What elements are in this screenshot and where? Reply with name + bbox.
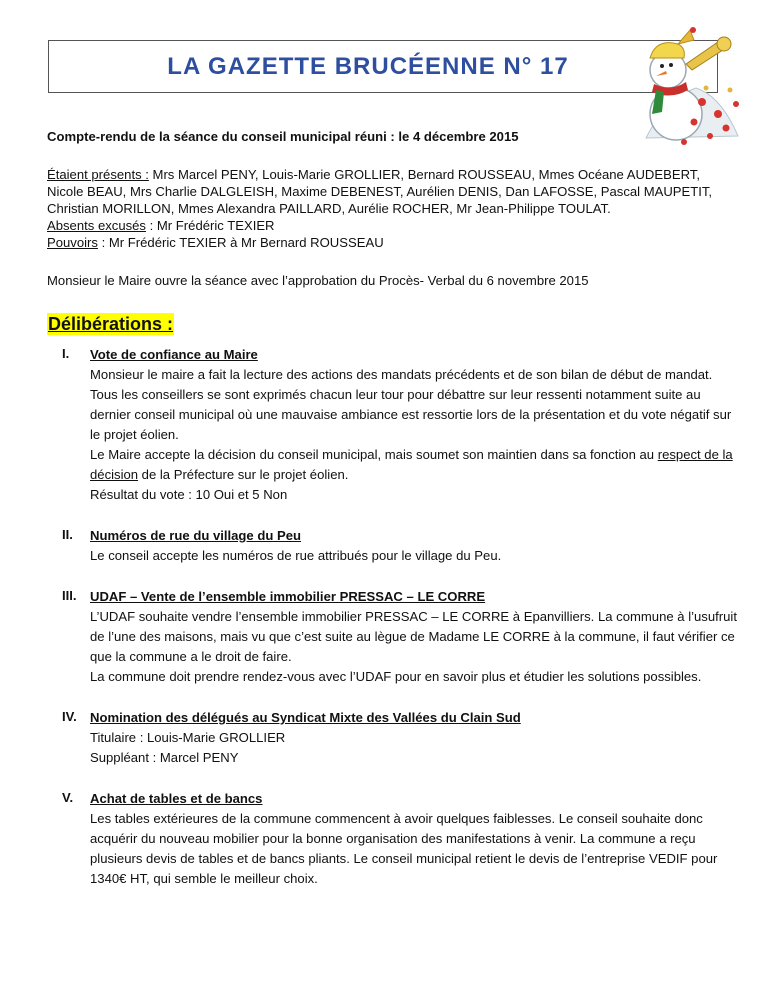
vote-result: Résultat du vote : 10 Oui et 5 Non bbox=[90, 487, 288, 502]
suppleant-line: Suppléant : Marcel PENY bbox=[90, 750, 239, 765]
pouvoir-label: Pouvoirs bbox=[47, 235, 98, 250]
section-3 bbox=[47, 587, 737, 687]
section-paragraph: L’UDAF souhaite vendre l’ensemble immobilier PRESSAC – LE CORRE à Epanvilliers. La commune à l’usufruit de l’une des maisons, mais vu que c’est suite au lègue de Madame LE CORRE à la commune, il faut vérifier ce que la commune a le droit de faire. bbox=[90, 609, 737, 664]
present-label: Étaient présents : bbox=[47, 167, 149, 182]
section-title: Achat de tables et de bancs bbox=[90, 791, 263, 806]
section-2 bbox=[47, 526, 737, 566]
document-body bbox=[47, 128, 737, 889]
absent-label: Absents excusés bbox=[47, 218, 146, 233]
section-paragraph: La commune doit prendre rendez-vous avec l’UDAF pour en savoir plus et étudier les solutions possibles. bbox=[90, 669, 702, 684]
present-list: Mrs Marcel PENY, Louis-Marie GROLLIER, Bernard ROUSSEAU, Mmes Océane AUDEBERT, Nicole BEAU, Mrs Charlie DALGLEISH, Maxime DEBENEST, Aurélien DENIS, Dan LAFOSSE, Pascal MAUPETIT, Christian MORILLON, Mmes Alexandra PAILLARD, Aurélie ROCHER, Mr Jean-Philippe TOULAT. bbox=[47, 167, 713, 216]
section-title: Numéros de rue du village du Peu bbox=[90, 528, 302, 543]
page-title: LA GAZETTE BRUCÉENNE N° 17 bbox=[167, 52, 569, 80]
section-number: I. bbox=[62, 346, 70, 361]
section-number: V. bbox=[62, 790, 74, 805]
pouvoir-text: : Mr Frédéric TEXIER à Mr Bernard ROUSSEAU bbox=[97, 235, 384, 250]
deliberations-heading: Délibérations : bbox=[48, 314, 174, 334]
section-paragraph: Le conseil accepte les numéros de rue attribués pour le village du Peu. bbox=[90, 548, 502, 563]
section-title: Nomination des délégués au Syndicat Mixte des Vallées du Clain Sud bbox=[90, 710, 521, 725]
section-paragraph: Monsieur le maire a fait la lecture des actions des mandats précédents et de son bilan de début de mandat. Tous les conseillers se sont exprimés chacun leur tour pour débattre sur leur ressenti notamment suite au dernier conseil municipal où une mauvaise ambiance est ressortie lors de la présentation et du vote négatif sur le projet éolien. bbox=[90, 367, 732, 442]
section-1 bbox=[47, 345, 737, 505]
pouvoir-line bbox=[47, 234, 737, 251]
absent-text: : Mr Frédéric TEXIER bbox=[145, 218, 275, 233]
section-paragraph: Le Maire accepte la décision du conseil municipal, mais soumet son maintien dans sa fonction au respect de la décision de la Préfecture sur le projet éolien. bbox=[90, 447, 733, 482]
titulaire-line: Titulaire : Louis-Marie GROLLIER bbox=[90, 730, 286, 745]
meeting-heading: Compte-rendu de la séance du conseil municipal réuni : le 4 décembre 2015 bbox=[47, 129, 519, 144]
title-box bbox=[48, 40, 718, 93]
section-paragraph: Les tables extérieures de la commune commencent à avoir quelques faiblesses. Le conseil souhaite donc acquérir du nouveau mobilier pour la bonne organisation des manifestations à venir. La commune a reçu plusieurs devis de tables et de bancs pliants. Le conseil municipal retient le devis de l’entreprise VEDIF pour 1340€ HT, qui semble le meilleur choix. bbox=[90, 811, 718, 886]
section-number: III. bbox=[62, 588, 77, 603]
section-number: II. bbox=[62, 527, 73, 542]
underlined-phrase: respect de la décision bbox=[90, 447, 733, 482]
section-4 bbox=[47, 708, 737, 768]
section-title: UDAF – Vente de l’ensemble immobilier PRESSAC – LE CORRE bbox=[90, 589, 486, 604]
section-number: IV. bbox=[62, 709, 77, 724]
section-5 bbox=[47, 789, 737, 889]
section-title: Vote de confiance au Maire bbox=[90, 347, 258, 362]
attendance-paragraph bbox=[47, 166, 737, 217]
absent-line bbox=[47, 217, 737, 234]
opening-statement: Monsieur le Maire ouvre la séance avec l’approbation du Procès- Verbal du 6 novembre 2015 bbox=[47, 273, 589, 288]
